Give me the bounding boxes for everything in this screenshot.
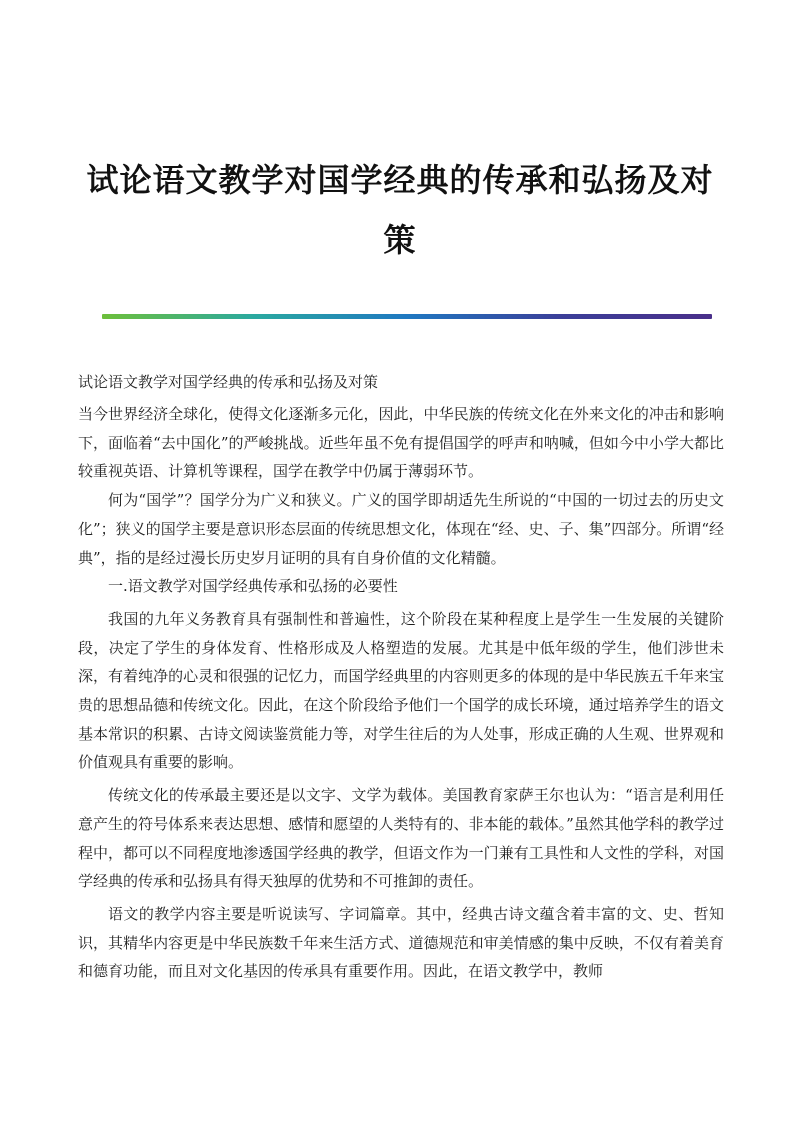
paragraph-teaching-content: 语文的教学内容主要是听说读写、字词篇章。其中，经典古诗文蕴含着丰富的文、史、哲知识，其精华内容更是中华民族数千年来生活方式、道德规范和审美情感的集中反映，不仅有着美育和德育功能，而且对文化基因的传承具有重要作用。因此，在语文教学中，教师 [78, 904, 724, 981]
paragraph-intro: 当今世界经济全球化，使得文化逐渐多元化，因此，中华民族的传统文化在外来文化的冲击和影响下，面临着“去中国化”的严峻挑战。近些年虽不免有提倡国学的呼声和呐喊，但如今中小学大都比较重视英语、计算机等课程，国学在教学中仍属于薄弱环节。 [78, 405, 724, 481]
document-body [78, 368, 724, 986]
paragraph-definition: 何为“国学”？国学分为广义和狭义。广义的国学即胡适先生所说的“中国的一切过去的历史文化”；狭义的国学主要是意识形态层面的传统思想文化，体现在“经、史、子、集”四部分。所谓“经典”，指的是经过漫长历史岁月证明的具有自身价值的文化精髓。 [78, 491, 724, 567]
body-subtitle: 试论语文教学对国学经典的传承和弘扬及对策 [78, 373, 379, 391]
document-title: 试论语文教学对国学经典的传承和弘扬及对策 [86, 161, 714, 259]
paragraph-compulsory-education: 我国的九年义务教育具有强制性和普遍性，这个阶段在某种程度上是学生一生发展的关键阶段，决定了学生的身体发育、性格形成及人格塑造的发展。尤其是中低年级的学生，他们涉世未深，有着纯净的心灵和很强的记忆力，而国学经典里的内容则更多的体现的是中华民族五千年来宝贵的思想品德和传统文化。因此，在这个阶段给予他们一个国学的成长环境，通过培养学生的语文基本常识的积累、古诗文阅读鉴赏能力等，对学生往后的为人处事，形成正确的人生观、世界观和价值观具有重要的影响。 [78, 609, 724, 772]
paragraph-language-carrier: 传统文化的传承最主要还是以文字、文学为载体。美国教育家萨王尔也认为：“语言是利用任意产生的符号体系来表达思想、感情和愿望的人类特有的、非本能的载体。”虽然其他学科的教学过程中，都可以不同程度地渗透国学经典的教学，但语文作为一门兼有工具性和人文性的学科，对国学经典的传承和弘扬具有得天独厚的优势和不可推卸的责任。 [78, 786, 724, 891]
section-heading-1: 一.语文教学对国学经典传承和弘扬的必要性 [108, 577, 398, 596]
title-gradient-rule [102, 314, 712, 319]
